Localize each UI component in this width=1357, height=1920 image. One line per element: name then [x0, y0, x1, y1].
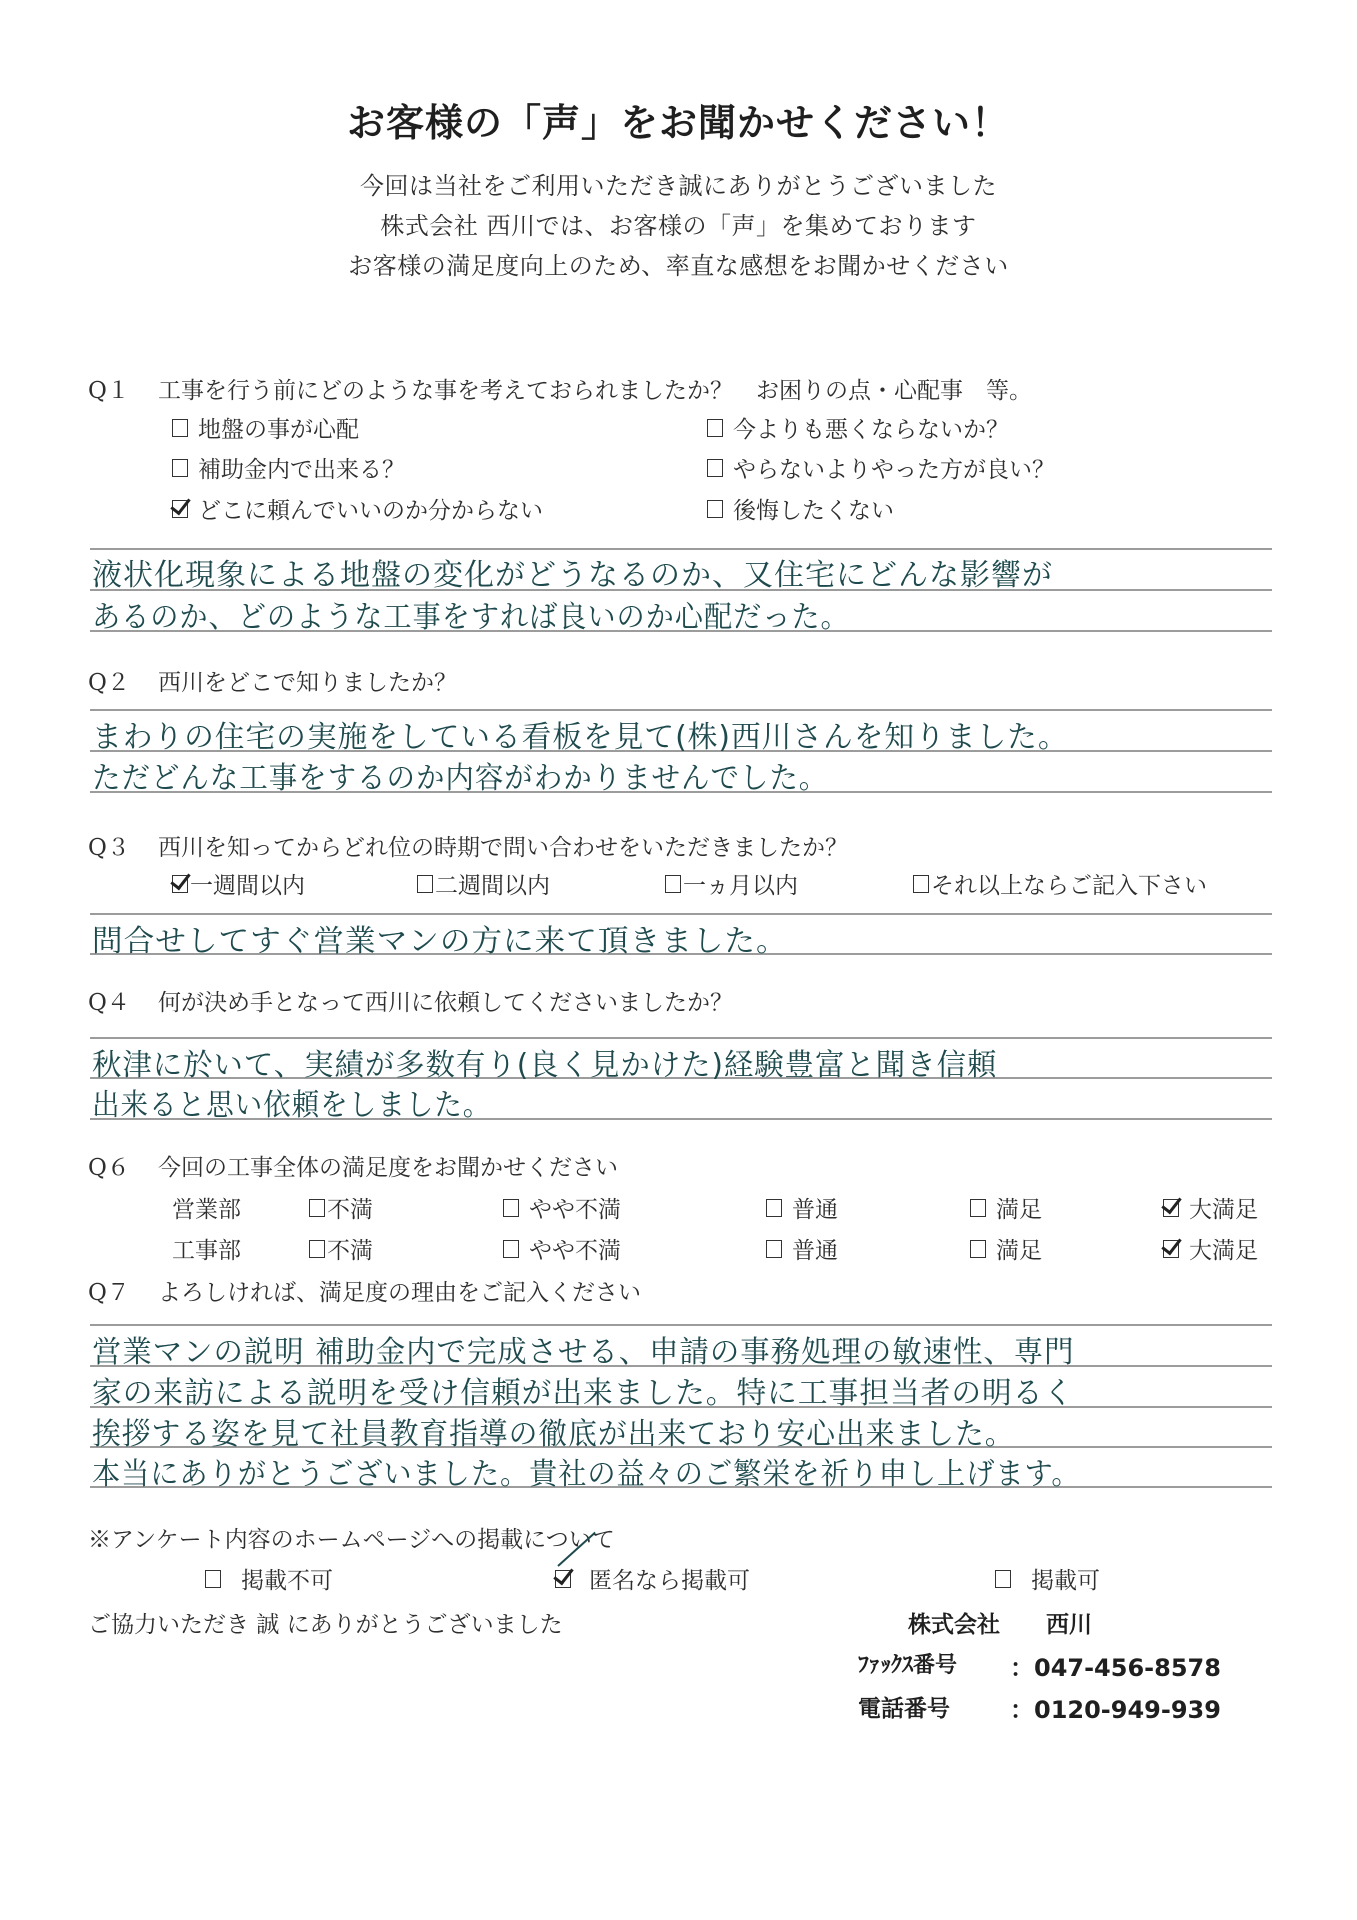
q1-handwritten-answer-line-2: あるのか、どのような工事をすれば良いのか心配だった。: [92, 600, 850, 635]
q4-text: 何が決め手となって西川に依頼してくださいましたか？: [158, 990, 733, 1016]
checkbox-icon[interactable]: [309, 1240, 325, 1258]
scale-label: 普通: [792, 1197, 838, 1223]
scale-label: 満足: [996, 1197, 1042, 1223]
q2-number: Q２: [88, 670, 130, 696]
web-consent-option-3[interactable]: [995, 1562, 1100, 1595]
web-consent-option-1[interactable]: [205, 1562, 333, 1595]
checkbox-icon[interactable]: [172, 419, 188, 437]
q2-handwritten-answer-line-2: ただどんな工事をするのか内容がわかりませんでした。: [92, 761, 829, 796]
answer-rule: [90, 913, 1272, 915]
q1-question: [88, 372, 1032, 405]
q6-sales-option-2[interactable]: [503, 1191, 621, 1224]
q1-text: 工事を行う前にどのような事を考えておられましたか？ お困りの点・心配事 等。: [158, 378, 1032, 404]
checkbox-icon[interactable]: [970, 1240, 986, 1258]
checkbox-icon[interactable]: [766, 1240, 782, 1258]
fax-number: ：047-456-8578: [1010, 1654, 1221, 1682]
checked-checkbox-icon[interactable]: [1163, 1199, 1179, 1217]
scale-label: 満足: [996, 1238, 1042, 1264]
q3-text: 西川を知ってからどれ位の時期で問い合わせをいただきましたか？: [158, 835, 848, 861]
q1-option-2[interactable]: [707, 411, 1009, 444]
page-title: お客様の「声」をお聞かせください！: [346, 101, 1010, 145]
q6-construction-option-3[interactable]: [766, 1232, 838, 1265]
q3-option-label: 二週間以内: [435, 873, 550, 899]
q3-number: Q３: [88, 835, 130, 861]
checkbox-icon[interactable]: [707, 459, 723, 477]
company-name: 株式会社 西川: [908, 1612, 1092, 1638]
q3-option-label: それ以上ならご記入下さい: [931, 873, 1207, 899]
tel-label: 電話番号: [858, 1696, 950, 1722]
q6-question: [88, 1149, 618, 1182]
q4-handwritten-answer-line-1: 秋津に於いて、実績が多数有り(良く見かけた)経験豊富と聞き信頼: [92, 1048, 998, 1083]
intro-line-2: 株式会社 西川では、お客様の「声」を集めております: [380, 212, 977, 240]
q7-question: [88, 1274, 641, 1307]
checkbox-icon[interactable]: [913, 875, 929, 893]
q1-option-4[interactable]: [707, 451, 1055, 484]
q7-handwritten-answer-line-2: 家の来訪による説明を受け信頼が出来ました。特に工事担当者の明るく: [92, 1376, 1075, 1411]
q6-sales-option-1[interactable]: [309, 1191, 373, 1224]
q6-sales-option-4[interactable]: [970, 1191, 1042, 1224]
q1-option-label: 今よりも悪くならないか？: [733, 417, 1009, 443]
intro-line-3: お客様の満足度向上のため、率直な感想をお聞かせください: [348, 252, 1009, 280]
q4-number: Q４: [88, 990, 130, 1016]
checkbox-icon[interactable]: [970, 1199, 986, 1217]
intro-line-1: 今回は当社をご利用いただき誠にありがとうございました: [360, 172, 997, 200]
scale-label: 不満: [327, 1197, 373, 1223]
consent-option-label: 掲載可: [1031, 1568, 1100, 1594]
q7-handwritten-answer-line-1: 営業マンの説明 補助金内で完成させる、申請の事務処理の敏速性、専門: [92, 1335, 1075, 1370]
q3-option-label: 一ヵ月以内: [683, 873, 798, 899]
tel-number: ：0120-949-939: [1010, 1696, 1221, 1724]
consent-option-label: 匿名なら掲載可: [589, 1568, 750, 1594]
q7-number: Q７: [88, 1280, 130, 1306]
checked-checkbox-icon[interactable]: [555, 1570, 571, 1588]
checked-checkbox-icon[interactable]: [172, 500, 188, 518]
q1-option-label: 後悔したくない: [733, 498, 894, 524]
q1-option-label: どこに頼んでいいのか分からない: [198, 498, 543, 524]
scale-label: 大満足: [1189, 1238, 1258, 1264]
answer-rule: [90, 1037, 1272, 1039]
q6-text: 今回の工事全体の満足度をお聞かせください: [158, 1155, 618, 1181]
q1-option-6[interactable]: [707, 492, 894, 525]
scale-label: やや不満: [529, 1197, 621, 1223]
scale-label: 大満足: [1189, 1197, 1258, 1223]
checkbox-icon[interactable]: [503, 1240, 519, 1258]
checkbox-icon[interactable]: [172, 459, 188, 477]
q2-handwritten-answer-line-1: まわりの住宅の実施をしている看板を見て(株)西川さんを知りました。: [92, 720, 1069, 755]
q1-option-5[interactable]: [172, 492, 543, 525]
q1-option-3[interactable]: [172, 451, 405, 484]
q6-number: Q６: [88, 1155, 130, 1181]
web-consent-question: ※アンケート内容のホームページへの掲載について: [88, 1527, 615, 1553]
q6-sales-option-5[interactable]: [1163, 1191, 1258, 1224]
q4-handwritten-answer-line-2: 出来ると思い依頼をしました。: [92, 1088, 492, 1123]
q1-option-1[interactable]: [172, 411, 359, 444]
fax-label: ﾌｧｯｸｽ番号: [858, 1653, 958, 1678]
q7-text: よろしければ、満足度の理由をご記入ください: [158, 1280, 641, 1306]
checked-checkbox-icon[interactable]: [172, 875, 188, 893]
checkbox-icon[interactable]: [995, 1570, 1011, 1588]
q7-handwritten-answer-line-4: 本当にありがとうございました。貴社の益々のご繁栄を祈り申し上げます。: [92, 1457, 1081, 1492]
answer-rule: [90, 1324, 1272, 1326]
closing-message: ご協力いただき 誠 にありがとうございました: [88, 1612, 563, 1638]
q1-option-label: 地盤の事が心配: [198, 417, 359, 443]
q6-construction-option-4[interactable]: [970, 1232, 1042, 1265]
q2-question: [88, 664, 457, 697]
consent-option-label: 掲載不可: [241, 1568, 333, 1594]
q3-question: [88, 829, 848, 862]
checkbox-icon[interactable]: [766, 1199, 782, 1217]
checkbox-icon[interactable]: [417, 875, 433, 893]
checkbox-icon[interactable]: [503, 1199, 519, 1217]
q3-option-label: 一週間以内: [190, 873, 305, 899]
q2-text: 西川をどこで知りましたか？: [158, 670, 457, 696]
q3-option-3[interactable]: [665, 867, 798, 900]
checked-checkbox-icon[interactable]: [1163, 1240, 1179, 1258]
q6-sales-option-3[interactable]: [766, 1191, 838, 1224]
q6-construction-option-5[interactable]: [1163, 1232, 1258, 1265]
checkbox-icon[interactable]: [205, 1570, 221, 1588]
q7-handwritten-answer-line-3: 挨拶する姿を見て社員教育指導の徹底が出来ており安心出来ました。: [92, 1417, 1015, 1452]
web-consent-option-2[interactable]: [555, 1562, 750, 1595]
q3-option-1[interactable]: [172, 867, 305, 900]
scale-label: やや不満: [529, 1238, 621, 1264]
q3-handwritten-answer-line-1: 問合せしてすぐ営業マンの方に来て頂きました。: [92, 924, 788, 959]
checkbox-icon[interactable]: [665, 875, 681, 893]
q6-row-label-sales: 営業部: [172, 1197, 241, 1223]
scale-label: 普通: [792, 1238, 838, 1264]
checkbox-icon[interactable]: [707, 500, 723, 518]
checkbox-icon[interactable]: [309, 1199, 325, 1217]
q3-option-2[interactable]: [417, 867, 550, 900]
q4-question: [88, 984, 733, 1017]
checkbox-icon[interactable]: [707, 419, 723, 437]
scale-label: 不満: [327, 1238, 373, 1264]
q1-number: Q１: [88, 378, 130, 404]
q1-option-label: やらないよりやった方が良い？: [733, 457, 1055, 483]
q6-row-label-construction: 工事部: [172, 1238, 241, 1264]
q6-construction-option-1[interactable]: [309, 1232, 373, 1265]
answer-rule: [90, 709, 1272, 711]
q6-construction-option-2[interactable]: [503, 1232, 621, 1265]
q1-handwritten-answer-line-1: 液状化現象による地盤の変化がどうなるのか、又住宅にどんな影響が: [92, 558, 1053, 593]
q1-option-label: 補助金内で出来る？: [198, 457, 405, 483]
q3-option-4[interactable]: [913, 867, 1207, 900]
